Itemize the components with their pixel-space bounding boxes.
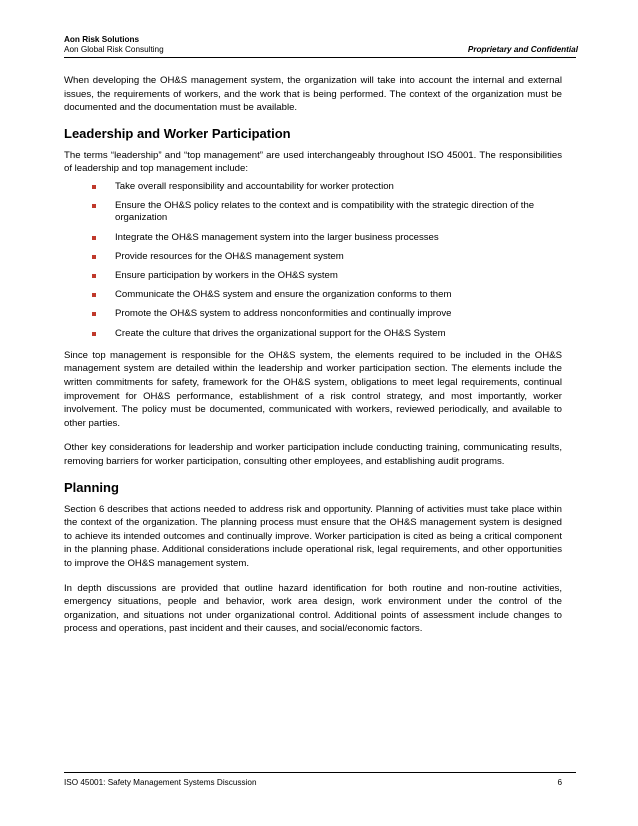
company-name: Aon Risk Solutions (64, 35, 140, 44)
page-number: 6 (557, 778, 562, 787)
list-item (92, 200, 562, 224)
intro-paragraph: When developing the OH&S management system, the organization will take into account the internal and external issues, the requirements of workers, and the work that is being performed. The context of the organization must be documented and the documentation must be available. (64, 75, 562, 114)
planning-paragraph-2: In depth discussions are provided that outline hazard identification for both routine and non-routine activities, emergency situations, people and behavior, work area design, work environment under the control of the organization, and situations not under organizational control. Additional points of assessment include changes to process and operations, past incident and their causes, and social/economic factors. (64, 582, 562, 635)
page-footer (64, 778, 562, 787)
bullet-icon (92, 185, 96, 189)
list-item-text: Communicate the OH&S system and ensure the organization conforms to them (115, 289, 452, 301)
list-item-text: Ensure participation by workers in the OH&S system (115, 269, 338, 281)
list-item (92, 308, 562, 320)
bullet-icon (92, 236, 96, 240)
list-item (92, 289, 562, 301)
list-item-text: Integrate the OH&S management system into the larger business processes (115, 231, 439, 243)
list-item-text: Provide resources for the OH&S management system (115, 250, 344, 262)
header-divider (64, 57, 576, 58)
list-item-text: Promote the OH&S system to address nonconformities and continually improve (115, 308, 452, 320)
list-item (92, 270, 562, 282)
footer-title: ISO 45001: Safety Management Systems Discussion (64, 778, 257, 787)
division-name: Aon Global Risk Consulting (64, 45, 164, 54)
page-header (64, 35, 578, 55)
leadership-paragraph-2: Other key considerations for leadership and worker participation include conducting training, communicating results, removing barriers for worker participation, consulting other employees, and establishing audit programs. (64, 442, 562, 467)
bullet-icon (92, 293, 96, 297)
bullet-icon (92, 332, 96, 336)
bullet-icon (92, 204, 96, 208)
list-item (92, 251, 562, 263)
list-item (92, 181, 562, 193)
list-item-text: Create the culture that drives the organizational support for the OH&S System (115, 327, 446, 339)
footer-divider (64, 772, 576, 773)
list-item-text: Take overall responsibility and accountability for worker protection (115, 180, 394, 192)
bullet-icon (92, 312, 96, 316)
planning-paragraph-1: Section 6 describes that actions needed to address risk and opportunity. Planning of activities must take place within the context of the organization. The planning process must ensure that the OH&S management system is designed to achieve its intended outcomes and continually improve. Worker participation is cited as being a critical component in the planning phase. Additional considerations include operational risk, legal requirements, and other opportunities to improve the OH&S management system. (64, 503, 562, 569)
bullet-icon (92, 255, 96, 259)
bullet-icon (92, 274, 96, 278)
list-item-text: Ensure the OH&S policy relates to the context and is compatibility with the strategic direction of the organization (115, 200, 535, 224)
leadership-paragraph-1: Since top management is responsible for the OH&S system, the elements required to be included in the OH&S management system are detailed within the leadership and worker participation section. The elements include the written commitments for safety, framework for the OH&S system, obligations to meet legal requirements, continual improvement for OH&S performance, establishment of a risk control strategy, and most importantly, worker involvement. The policy must be documented, communicated with workers, reviewed periodically, and available to other parties. (64, 349, 562, 429)
section-heading-planning: Planning (64, 479, 119, 495)
document-body (64, 74, 562, 636)
section-heading-leadership: Leadership and Worker Participation (64, 125, 291, 141)
list-item (92, 328, 562, 340)
confidentiality-label: Proprietary and Confidential (467, 45, 578, 54)
list-item (92, 232, 562, 244)
responsibilities-list (64, 181, 562, 340)
leadership-intro: The terms “leadership” and “top management” are used interchangeably throughout ISO 45001. The responsibilities of leadership and top management include: (64, 149, 562, 175)
